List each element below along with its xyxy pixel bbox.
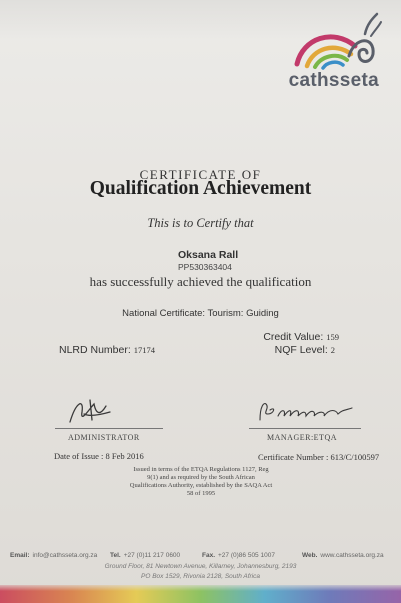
recipient-id: PP530363404 [178, 262, 232, 272]
nlrd-value: 17174 [133, 345, 156, 355]
footer-fax: Fax. +27 (0)86 505 1007 [202, 552, 275, 559]
footer-po-box: PO Box 1529, Rivonia 2128, South Africa [141, 573, 260, 580]
nlrd-label: NLRD Number: [59, 344, 131, 356]
cert-number-value: 613/C/100597 [330, 452, 380, 462]
certificate-number [258, 452, 379, 462]
administrator-label: ADMINISTRATOR [68, 433, 140, 442]
administrator-signature-line [55, 428, 163, 429]
credit-number: 159 [326, 332, 339, 342]
qualification-name: National Certificate: Tourism: Guiding [122, 308, 279, 319]
footer-web: Web. www.cathsseta.org.za [302, 552, 384, 559]
manager-signature-icon [256, 396, 356, 426]
administrator-signature-icon [66, 394, 114, 428]
date-label: Date of Issue : [54, 451, 104, 461]
cert-number-label: Certificate Number : [258, 452, 329, 462]
footer-tel: Tel. +27 (0)11 217 0600 [110, 552, 181, 559]
footer-email: Email: info@cathsseta.org.za [10, 552, 98, 559]
recipient-name: Oksana Rall [178, 249, 239, 261]
manager-label: MANAGER:ETQA [267, 433, 337, 442]
manager-signature-line [249, 428, 361, 429]
date-value: 8 Feb 2016 [105, 451, 144, 461]
rainbow-fade [0, 583, 401, 591]
achieved-line: has successfully achieved the qualification [89, 274, 312, 289]
footer-address: Ground Floor, 81 Newtown Avenue, Killarney, Johannesburg, 2193 [104, 563, 297, 570]
logo-text: cathsseta [288, 70, 379, 91]
nlrd-number [59, 344, 155, 356]
certificate-heading: CERTIFICATE OF [139, 167, 262, 182]
certificate-title: Qualification Achievement [89, 178, 312, 199]
certify-line: This is to Certify that [147, 216, 254, 230]
credit-label: Credit Value: [263, 331, 324, 343]
credit-value [263, 331, 339, 343]
date-of-issue [54, 451, 144, 461]
nqf-number: 2 [330, 345, 335, 355]
nqf-level [275, 344, 335, 356]
nqf-label: NQF Level: [274, 344, 328, 356]
issued-statement: Issued in terms of the ETQA Regulations 1127, Reg 9(1) and as required by the South African Qualifications Authority, established by the SAQA Act 58 of 1995 [129, 466, 273, 497]
